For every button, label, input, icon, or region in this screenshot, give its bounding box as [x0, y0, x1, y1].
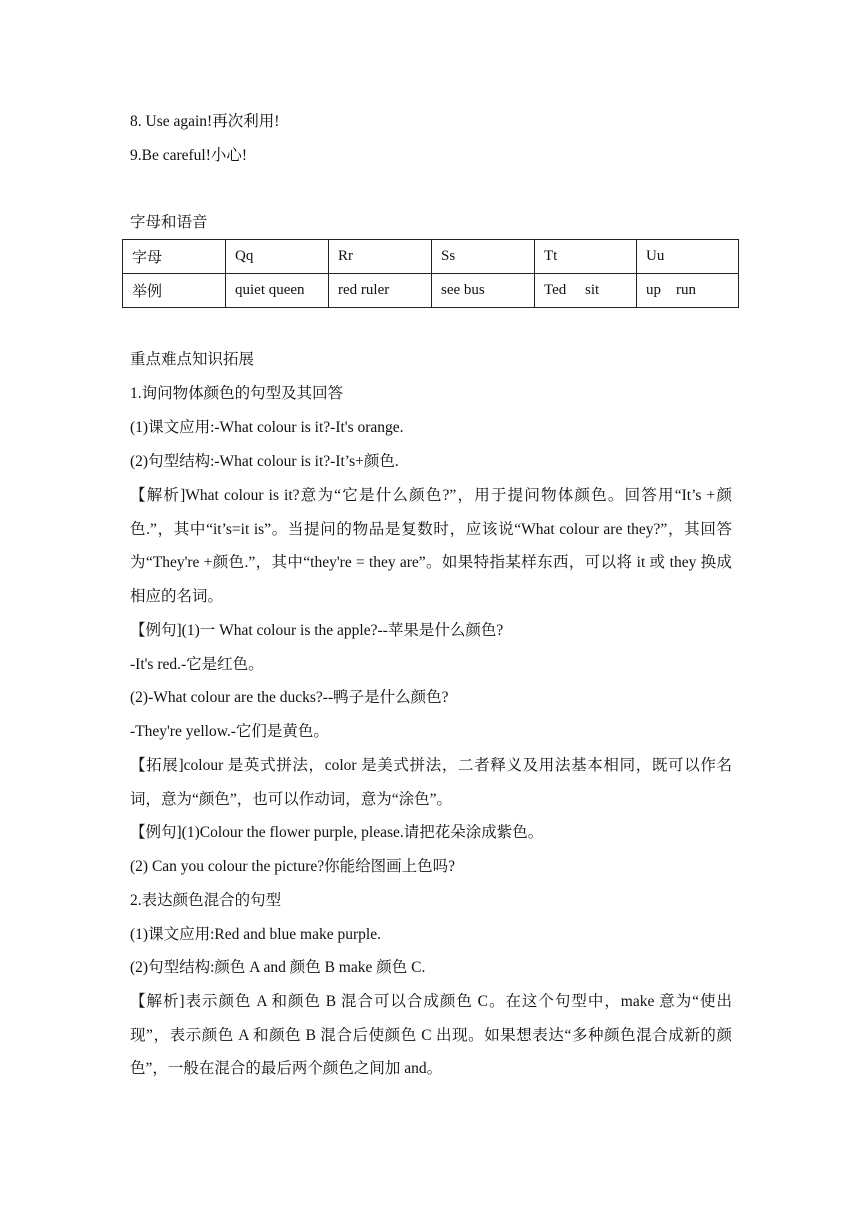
phonics-table — [122, 239, 739, 308]
point2-structure: (2)句型结构:颜色 A and 颜色 B make 颜色 C. — [130, 959, 426, 976]
point2-analysis: 【解析]表示颜色 A 和颜色 B 混合可以合成颜色 C。在这个句型中，make 意为“使出现”，表示颜色 A 和颜色 B 混合后使颜色 C 出现。如果想表达“多种颜色混合成新的颜色”，一般在混合的最后两个颜色之间加 and。 — [130, 993, 732, 1078]
point1-title: 1.询问物体颜色的句型及其回答 — [130, 385, 344, 402]
intro-line-8: 8. Use again!再次利用! — [130, 113, 280, 130]
point1-example1-answer: -It's red.-它是红色。 — [130, 656, 264, 673]
table-cell: up run — [637, 274, 739, 308]
table-row — [123, 240, 739, 274]
table-cell: Rr — [329, 240, 432, 274]
point1-extension-example2: (2) Can you colour the picture?你能给图画上色吗? — [130, 858, 455, 875]
section-heading: 重点难点知识拓展 — [130, 351, 255, 368]
table-cell: 字母 — [123, 240, 226, 274]
table-cell: Ss — [432, 240, 535, 274]
phonics-heading: 字母和语音 — [130, 214, 208, 231]
point1-analysis: 【解析]What colour is it?意为“它是什么颜色?”，用于提问物体颜色。回答用“It’s +颜色.”，其中“it’s=it is”。当提问的物品是复数时，应该说“What colour are they?”，其回答为“They're +颜色.”，其中“they're = they are”。如果特指某样东西，可以将 it 或 they 换成相应的名词。 — [130, 487, 732, 606]
table-cell: quiet queen — [226, 274, 329, 308]
table-cell: Uu — [637, 240, 739, 274]
table-cell: see bus — [432, 274, 535, 308]
point1-extension: 【拓展]colour 是英式拼法，color 是美式拼法，二者释义及用法基本相同，既可以作名词，意为“颜色”，也可以作动词，意为“涂色”。 — [130, 757, 732, 808]
table-cell: Qq — [226, 240, 329, 274]
intro-line-9: 9.Be careful!小心! — [130, 147, 248, 164]
point1-structure: (2)句型结构:-What colour is it?-It’s+颜色. — [130, 453, 399, 470]
point1-extension-example1: 【例句](1)Colour the flower purple, please.请把花朵涂成紫色。 — [130, 824, 544, 841]
table-row — [123, 274, 739, 308]
point1-example2-answer: -They're yellow.-它们是黄色。 — [130, 723, 329, 740]
point2-title: 2.表达颜色混合的句型 — [130, 892, 282, 909]
table-cell: red ruler — [329, 274, 432, 308]
point2-application: (1)课文应用:Red and blue make purple. — [130, 926, 381, 943]
table-cell: 举例 — [123, 274, 226, 308]
table-cell: Ted sit — [535, 274, 637, 308]
point1-application: (1)课文应用:-What colour is it?-It's orange. — [130, 419, 404, 436]
table-cell: Tt — [535, 240, 637, 274]
point1-example2-question: (2)-What colour are the ducks?--鸭子是什么颜色? — [130, 689, 449, 706]
point1-example1-question: 【例句](1)一 What colour is the apple?--苹果是什么颜色? — [130, 622, 504, 639]
